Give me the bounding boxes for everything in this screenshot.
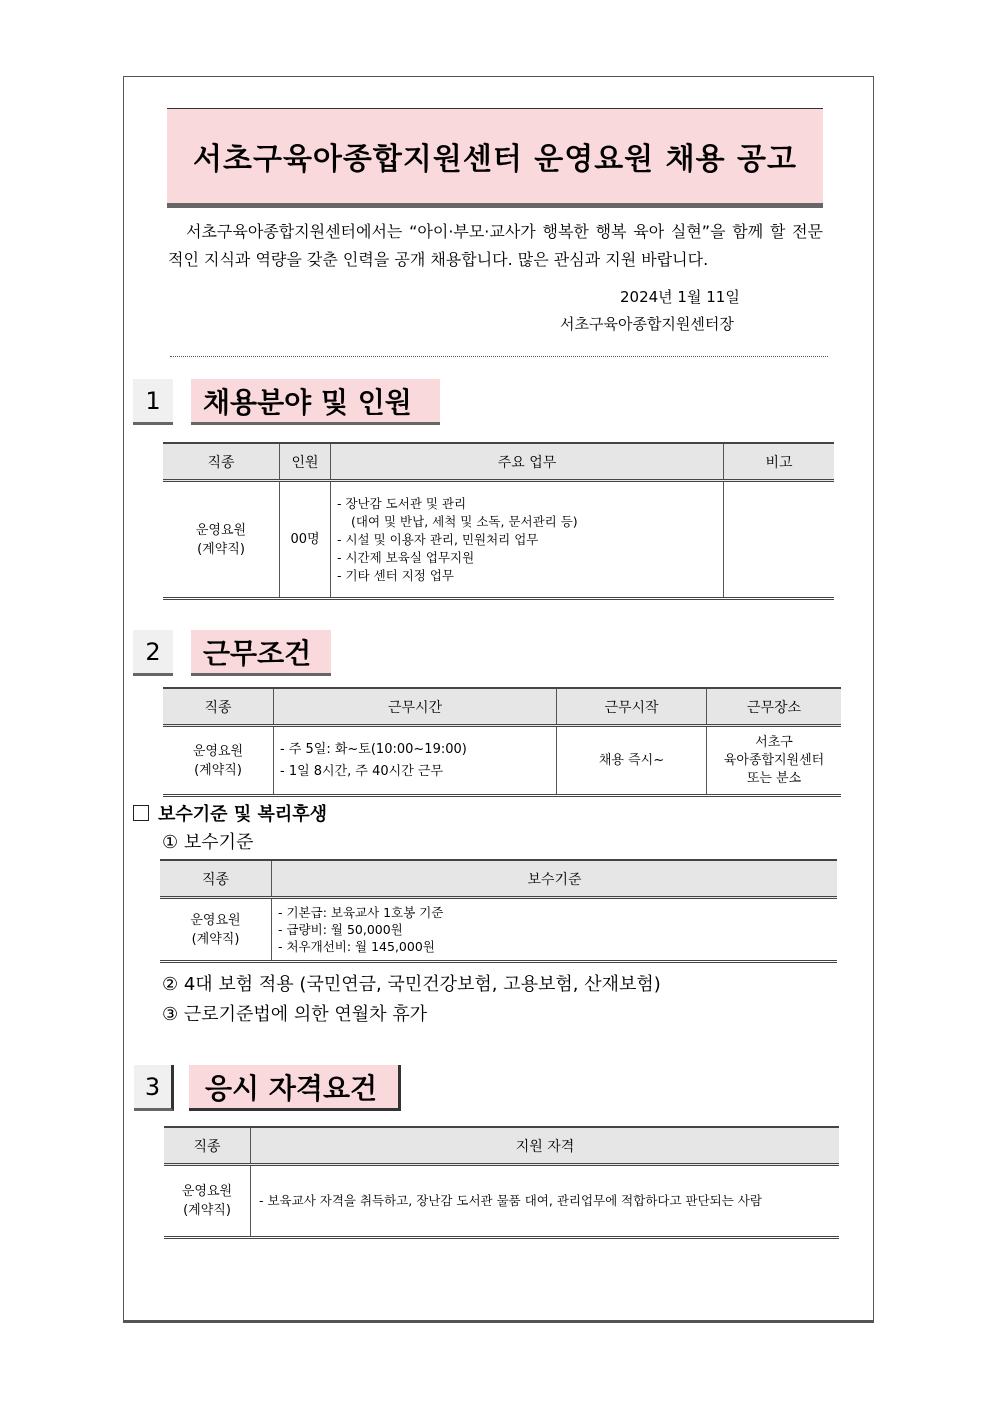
- job-title: 운영요원: [190, 912, 241, 928]
- duty-item: (대여 및 반납, 세척 및 소독, 문서관리 등): [351, 513, 578, 529]
- intro-text: 서초구육아종합지원센터에서는 “아이·부모·교사가 행복한 행복 육아 실현”을 함께 할 전문적인 지식과 역량을 갖춘 인력을 공개 채용합니다. 많은 관심과 지원 바랍니다.: [168, 222, 823, 269]
- place-line: 또는 분소: [746, 770, 802, 786]
- qualification-cell: - 보육교사 자격을 취득하고, 장난감 도서관 물품 대여, 관리업무에 적합하다고 판단되는 사람: [251, 1165, 840, 1238]
- title-banner: [167, 108, 823, 208]
- pay-heading: [133, 800, 327, 826]
- section3-number: 3: [134, 1065, 174, 1111]
- header-job: 직종: [163, 443, 280, 481]
- count-cell: 00명: [280, 481, 331, 599]
- section3-title: 응시 자격요건: [189, 1065, 401, 1111]
- pay-detail: - 급량비: 월 50,000원: [278, 922, 403, 937]
- issuer: 서초구육아종합지원센터장: [560, 315, 734, 333]
- pay-detail: - 처우개선비: 월 145,000원: [278, 939, 435, 954]
- header-job: 직종: [163, 688, 274, 726]
- job-title: 운영요원: [192, 743, 244, 759]
- header-start: 근무시작: [557, 688, 707, 726]
- section2-number: 2: [133, 630, 173, 676]
- place-cell: [707, 726, 842, 796]
- duty-item: - 시설 및 이용자 관리, 민원처리 업무: [337, 531, 539, 547]
- duties-cell: [331, 481, 724, 599]
- pay-heading-text: 보수기준 및 복리후생: [158, 804, 328, 825]
- checkbox-icon: [133, 805, 149, 821]
- pay-table: [160, 859, 837, 963]
- header-hours: 근무시간: [274, 688, 557, 726]
- section2-table: [163, 687, 841, 797]
- page-title: 서초구육아종합지원센터 운영요원 채용 공고: [193, 142, 797, 177]
- job-cell: [164, 1165, 251, 1238]
- place-line: 육아종합지원센터: [723, 752, 825, 768]
- section3-table: [164, 1126, 839, 1239]
- pay-detail: - 기본급: 보육교사 1호봉 기준: [278, 905, 444, 920]
- duty-item: - 기타 센터 지정 업무: [337, 567, 455, 583]
- job-cell: [163, 481, 280, 599]
- pay-item-3: ③ 근로기준법에 의한 연월차 휴가: [162, 1004, 428, 1025]
- header-duties: 주요 업무: [331, 443, 724, 481]
- note-cell: [724, 481, 835, 599]
- header-job: 직종: [160, 860, 272, 898]
- header-count: 인원: [280, 443, 331, 481]
- place-line: 서초구: [755, 734, 793, 750]
- job-type: (계약직): [197, 541, 245, 557]
- job-title: 운영요원: [181, 1184, 233, 1199]
- header-note: 비고: [724, 443, 835, 481]
- duty-item: - 장난감 도서관 및 관리: [337, 495, 467, 511]
- pay-item-1: ① 보수기준: [162, 832, 254, 853]
- job-title: 운영요원: [195, 522, 247, 538]
- section1-number: 1: [133, 379, 173, 425]
- header-qualification: 지원 자격: [251, 1127, 840, 1165]
- header-job: 직종: [164, 1127, 251, 1165]
- duty-item: - 시간제 보육실 업무지원: [337, 549, 475, 565]
- section1-title: 채용분야 및 인원: [191, 379, 440, 425]
- hours-item: - 주 5일: 화~토(10:00~19:00): [280, 741, 467, 757]
- section2-title: 근무조건: [191, 630, 331, 676]
- hours-cell: [274, 726, 557, 796]
- pay-detail-cell: [272, 898, 838, 962]
- pay-item-2: ② 4대 보험 적용 (국민연금, 국민건강보험, 고용보험, 산재보험): [162, 974, 661, 995]
- start-cell: 채용 즉시~: [557, 726, 707, 796]
- divider: [170, 356, 828, 357]
- job-type: (계약직): [194, 762, 242, 778]
- header-pay: 보수기준: [272, 860, 838, 898]
- job-type: (계약직): [191, 931, 240, 947]
- job-type: (계약직): [183, 1203, 231, 1218]
- header-place: 근무장소: [707, 688, 842, 726]
- section1-table: [163, 442, 834, 600]
- job-cell: [160, 898, 272, 962]
- hours-item: - 1일 8시간, 주 40시간 근무: [280, 763, 444, 779]
- job-cell: [163, 726, 274, 796]
- notice-date: 2024년 1월 11일: [620, 288, 740, 306]
